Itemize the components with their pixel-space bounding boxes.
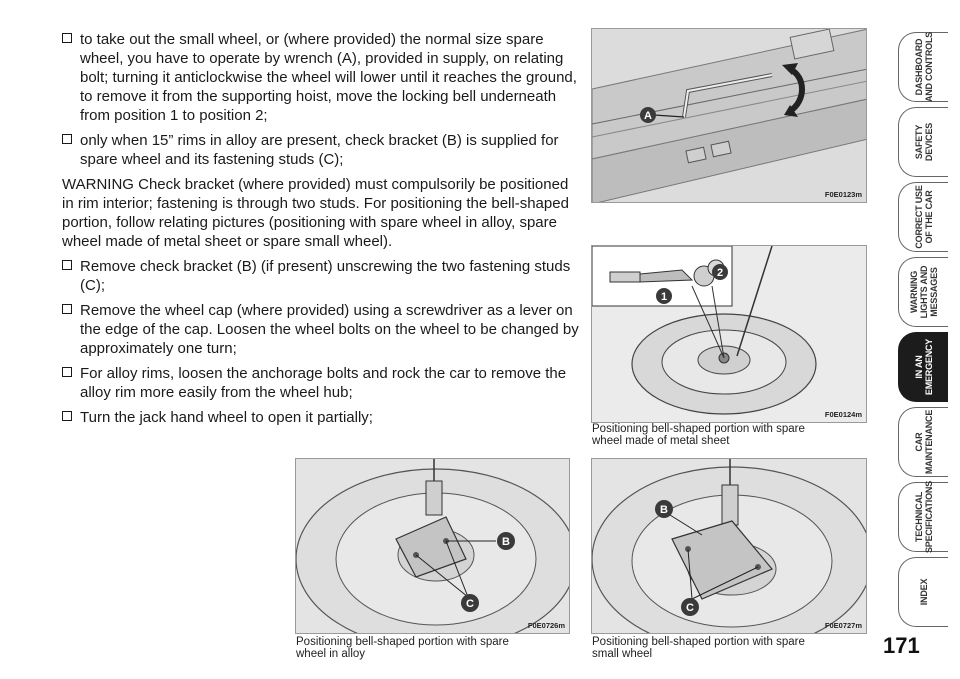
- tab-label-line: WARNING: [908, 270, 919, 314]
- wrench-trunk-illustration: [592, 29, 867, 203]
- section-tab[interactable]: [898, 407, 948, 477]
- checkbox-bullet-icon: [62, 260, 72, 270]
- callout-label: B: [502, 536, 510, 548]
- instructions-column: [62, 30, 582, 433]
- tab-label-line: LIGHTS AND: [918, 265, 929, 319]
- callout-label: C: [686, 602, 694, 614]
- bullet-item: [62, 30, 582, 125]
- bullet-text: Turn the jack hand wheel to open it partially;: [80, 409, 373, 426]
- tab-label-line: TECHNICAL: [913, 491, 924, 543]
- bullet-text: to take out the small wheel, or (where provided) the normal size spare wheel, you have to operate by wrench (A), provided in supply, on relating bolt; turning it anticlockwise the wheel will lower until it reaches the ground, to remove it from the supporting hoist, move the locking bell underneath from position 1 to position 2;: [80, 31, 577, 124]
- tab-label-line: CAR: [913, 432, 924, 452]
- section-tab-label: [914, 339, 934, 395]
- section-tab-label: [919, 579, 929, 606]
- bullet-item: [62, 257, 582, 295]
- bullet-item: [62, 364, 582, 402]
- tab-label-line: DASHBOARD: [913, 38, 924, 96]
- warning-paragraph: WARNING Check bracket (where provided) must compulsorily be positioned in rim interior; fastening is through two studs. For positioning the bell-shaped portion, follow relating pictures (positioning with spare wheel in alloy, spare wheel made of metal sheet or spare small wheel).: [62, 176, 569, 250]
- figure-code: F0E0726m: [527, 621, 565, 630]
- tab-label-line: DEVICES: [923, 122, 934, 162]
- figure-code: F0E0124m: [824, 410, 862, 419]
- callout-label: B: [660, 504, 668, 516]
- alloy-wheel-illustration: [296, 459, 570, 634]
- section-tab[interactable]: [898, 182, 948, 252]
- section-tab-label: [909, 266, 939, 319]
- tab-label-line: IN AN: [913, 355, 924, 379]
- tab-label-line: SAFETY: [913, 124, 924, 160]
- small-spare-wheel-illustration: [592, 459, 867, 634]
- figure-caption: Positioning bell-shaped portion with spare wheel made of metal sheet: [592, 423, 805, 447]
- section-tab[interactable]: [898, 107, 948, 177]
- page-number: 171: [883, 633, 920, 658]
- tab-label-line: MAINTENANCE: [923, 409, 934, 475]
- callout-label: A: [644, 110, 652, 122]
- section-tab-label: [914, 481, 934, 553]
- figure-wrench-trunk: [591, 28, 867, 203]
- section-tab-label: [914, 123, 934, 161]
- bullet-item: [62, 131, 582, 169]
- section-tab[interactable]: [898, 332, 948, 402]
- metal-sheet-wheel-illustration: [592, 246, 867, 423]
- figure-caption: Positioning bell-shaped portion with spare small wheel: [592, 636, 805, 660]
- bullet-text: Remove the wheel cap (where provided) using a screwdriver as a lever on the edge of the cap. Loosen the wheel bolts on the wheel to be changed by approximately one turn;: [80, 302, 579, 357]
- tab-label-line: INDEX: [918, 578, 929, 606]
- section-tab[interactable]: [898, 482, 948, 552]
- tab-label-line: SPECIFICATIONS: [923, 480, 934, 554]
- checkbox-bullet-icon: [62, 304, 72, 314]
- figure-code: F0E0727m: [824, 621, 862, 630]
- checkbox-bullet-icon: [62, 33, 72, 43]
- callout-label: 1: [660, 291, 668, 303]
- tab-label-line: AND CONTROLS: [923, 31, 934, 103]
- callout-label: C: [466, 598, 474, 610]
- bullet-item: [62, 301, 582, 358]
- bullet-item: [62, 408, 582, 427]
- section-tab[interactable]: [898, 257, 948, 327]
- figure-caption: Positioning bell-shaped portion with spare wheel in alloy: [296, 636, 509, 660]
- tab-label-line: OF THE CAR: [923, 190, 934, 244]
- figure-alloy-wheel: [295, 458, 570, 634]
- checkbox-bullet-icon: [62, 367, 72, 377]
- bullet-text: For alloy rims, loosen the anchorage bolts and rock the car to remove the alloy rim more easily from the wheel hub;: [80, 365, 567, 401]
- tab-label-line: MESSAGES: [928, 267, 939, 317]
- section-tab[interactable]: [898, 557, 948, 627]
- section-tab-label: [914, 185, 934, 248]
- section-tab-label: [914, 32, 934, 102]
- tab-label-line: EMERGENCY: [923, 338, 934, 396]
- section-tab[interactable]: [898, 32, 948, 102]
- figure-small-spare-wheel: [591, 458, 867, 634]
- tab-label-line: CORRECT USE: [913, 185, 924, 249]
- checkbox-bullet-icon: [62, 411, 72, 421]
- bullet-text: only when 15” rims in alloy are present, check bracket (B) is supplied for spare wheel and its fastening studs (C);: [80, 132, 559, 168]
- section-tab-label: [914, 410, 934, 474]
- callout-label: 2: [716, 267, 724, 279]
- bullet-text: Remove check bracket (B) (if present) unscrewing the two fastening studs (C);: [80, 258, 571, 294]
- figure-metal-sheet-wheel: [591, 245, 867, 423]
- checkbox-bullet-icon: [62, 134, 72, 144]
- figure-code: F0E0123m: [824, 190, 862, 199]
